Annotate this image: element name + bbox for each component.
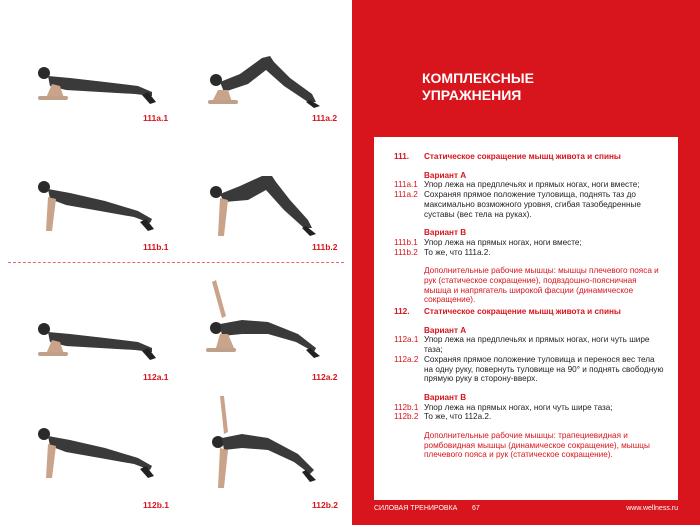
step-text: То же, что 111a.2. (424, 247, 491, 257)
extra-muscles-note: Дополнительные рабочие мышцы: мышцы плечевого пояса и рук (статическое сокращение), подвздошно-поясничная мышца и напрягатель широкой фасции (динамическое сокращение). (424, 266, 659, 305)
step-number: 111b.1 (394, 237, 418, 247)
footer-section: СИЛОВАЯ ТРЕНИРОВКА (374, 505, 458, 512)
variant-heading: Вариант А (424, 170, 467, 180)
step-number: 112b.2 (394, 412, 419, 422)
step-number: 111b.2 (394, 247, 418, 257)
step-text: То же, что 112a.2. (424, 412, 492, 422)
figure-label: 112b.2 (312, 500, 338, 510)
figure-label: 112a.1 (143, 372, 169, 382)
footer-page-number: 67 (472, 505, 480, 512)
page-title (422, 70, 642, 104)
title-line: КОМПЛЕКСНЫЕ (422, 70, 534, 86)
text-panel (374, 137, 678, 500)
figure-112a2 (198, 276, 328, 366)
figure-112b2 (198, 392, 328, 492)
figure-111b2 (200, 170, 330, 240)
figure-label: 112b.1 (143, 500, 169, 510)
exercise-title: Статическое сокращение мышц живота и спины (424, 152, 621, 161)
figure-label: 111a.1 (143, 113, 169, 123)
variant-heading: Вариант В (424, 228, 467, 238)
step-text: Упор лежа на предплечьях и прямых ногах, ноги чуть шире таза; (424, 335, 650, 355)
step-text: Упор лежа на прямых ногах, ноги чуть шире таза; (424, 402, 613, 412)
figure-112b1 (30, 422, 160, 482)
figure-112a1 (30, 318, 160, 368)
step-number: 111a.2 (394, 190, 418, 200)
exercise-112 (374, 307, 678, 460)
extra-muscles-note: Дополнительные рабочие мышцы: трапециевидная и ромбовидная мышцы (динамическое сокращение), мышцы плечевого пояса и рук (статическое сокращение). (424, 431, 650, 460)
exercise-111 (374, 152, 678, 305)
figure-label: 111b.2 (312, 242, 338, 252)
figure-label: 111b.1 (143, 242, 169, 252)
step-number: 112a.1 (394, 335, 419, 345)
step-text: Упор лежа на прямых ногах, ноги вместе; (424, 237, 582, 247)
exercise-title: Статическое сокращение мышц живота и спины (424, 307, 621, 316)
exercise-number: 112. (394, 307, 410, 316)
step-number: 112a.2 (394, 354, 419, 364)
exercise-number: 111. (394, 152, 410, 161)
step-number: 112b.1 (394, 402, 419, 412)
footer-site: www.wellness.ru (626, 505, 678, 512)
figure-label: 112a.2 (312, 372, 338, 382)
section-divider (8, 262, 344, 263)
step-text: Упор лежа на предплечьях и прямых ногах, ноги вместе; (424, 180, 640, 190)
title-line: УПРАЖНЕНИЯ (422, 87, 522, 103)
figure-111b1 (30, 175, 160, 235)
variant-heading: Вариант А (424, 325, 467, 335)
figure-label: 111a.2 (312, 113, 338, 123)
step-number: 111a.1 (394, 180, 418, 190)
figure-111a1 (30, 62, 160, 112)
step-text: Сохраняя прямое положение туловища и перенося вес тела на одну руку, повернуть туловище на 90° и поднять свободную прямую руку в сторону-вверх. (424, 354, 664, 384)
step-text: Сохраняя прямое положение туловища, поднять таз до максимально возможного уровня, сгибая тазобедренные суставы (вес тела на руках). (424, 190, 641, 219)
figure-111a2 (200, 50, 330, 110)
variant-heading: Вариант В (424, 392, 467, 402)
